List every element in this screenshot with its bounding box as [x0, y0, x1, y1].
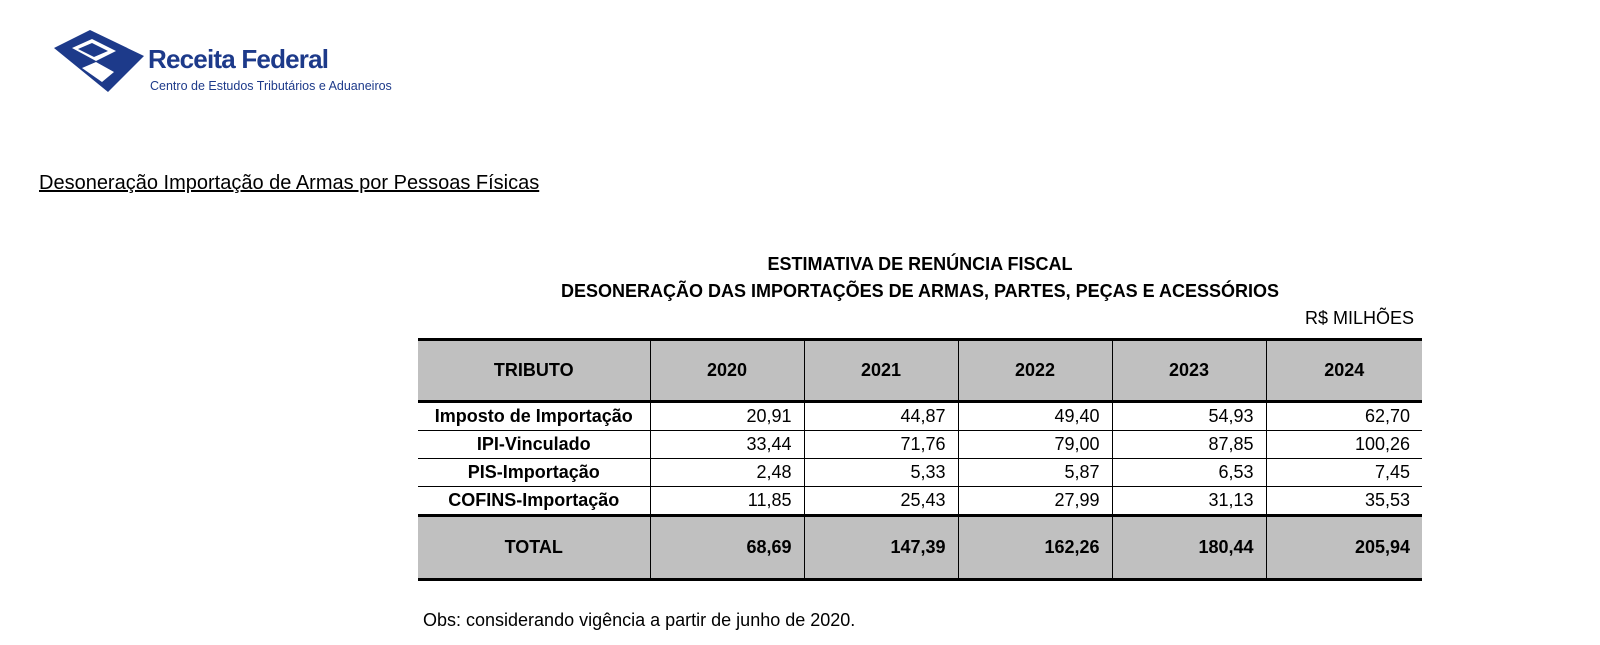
cell-value: 62,70: [1266, 402, 1422, 431]
cell-value: 31,13: [1112, 487, 1266, 516]
cell-value: 35,53: [1266, 487, 1422, 516]
column-header-2021: 2021: [804, 340, 958, 402]
row-label: PIS-Importação: [418, 459, 650, 487]
cell-value: 79,00: [958, 431, 1112, 459]
table-header-row: [418, 340, 1422, 402]
receita-federal-emblem-icon: [52, 26, 147, 94]
table-row: [418, 487, 1422, 516]
cell-value: 49,40: [958, 402, 1112, 431]
cell-value: 7,45: [1266, 459, 1422, 487]
logo-subtitle: Centro de Estudos Tributários e Aduaneiros: [150, 79, 392, 93]
cell-value: 87,85: [1112, 431, 1266, 459]
cell-value: 71,76: [804, 431, 958, 459]
total-value: 180,44: [1112, 516, 1266, 580]
logo-name: Receita Federal: [148, 44, 329, 74]
footnote: Obs: considerando vigência a partir de junho de 2020.: [423, 610, 856, 630]
table-row: [418, 459, 1422, 487]
cell-value: 25,43: [804, 487, 958, 516]
column-header-2024: 2024: [1266, 340, 1422, 402]
cell-value: 5,87: [958, 459, 1112, 487]
table-row: [418, 402, 1422, 431]
total-value: 162,26: [958, 516, 1112, 580]
cell-value: 6,53: [1112, 459, 1266, 487]
table-total-row: [418, 516, 1422, 580]
tax-waiver-table: [418, 338, 1422, 581]
cell-value: 33,44: [650, 431, 804, 459]
unit-label: R$ MILHÕES: [1304, 308, 1414, 328]
cell-value: 54,93: [1112, 402, 1266, 431]
cell-value: 100,26: [1266, 431, 1422, 459]
document-title: Desoneração Importação de Armas por Pessoas Físicas: [39, 172, 540, 194]
column-header-tributo: TRIBUTO: [418, 340, 650, 402]
column-header-2023: 2023: [1112, 340, 1266, 402]
cell-value: 27,99: [958, 487, 1112, 516]
row-label: Imposto de Importação: [418, 402, 650, 431]
total-value: 205,94: [1266, 516, 1422, 580]
cell-value: 11,85: [650, 487, 804, 516]
column-header-2022: 2022: [958, 340, 1112, 402]
total-label: TOTAL: [418, 516, 650, 580]
column-header-2020: 2020: [650, 340, 804, 402]
total-value: 68,69: [650, 516, 804, 580]
cell-value: 5,33: [804, 459, 958, 487]
row-label: IPI-Vinculado: [418, 431, 650, 459]
table-row: [418, 431, 1422, 459]
cell-value: 44,87: [804, 402, 958, 431]
cell-value: 20,91: [650, 402, 804, 431]
row-label: COFINS-Importação: [448, 490, 620, 510]
receita-federal-logo: [52, 26, 432, 101]
total-value: 147,39: [804, 516, 958, 580]
table-heading-line1: ESTIMATIVA DE RENÚNCIA FISCAL: [767, 254, 1073, 274]
cell-value: 2,48: [650, 459, 804, 487]
table-heading-line2: DESONERAÇÃO DAS IMPORTAÇÕES DE ARMAS, PARTES, PEÇAS E ACESSÓRIOS: [560, 281, 1280, 301]
